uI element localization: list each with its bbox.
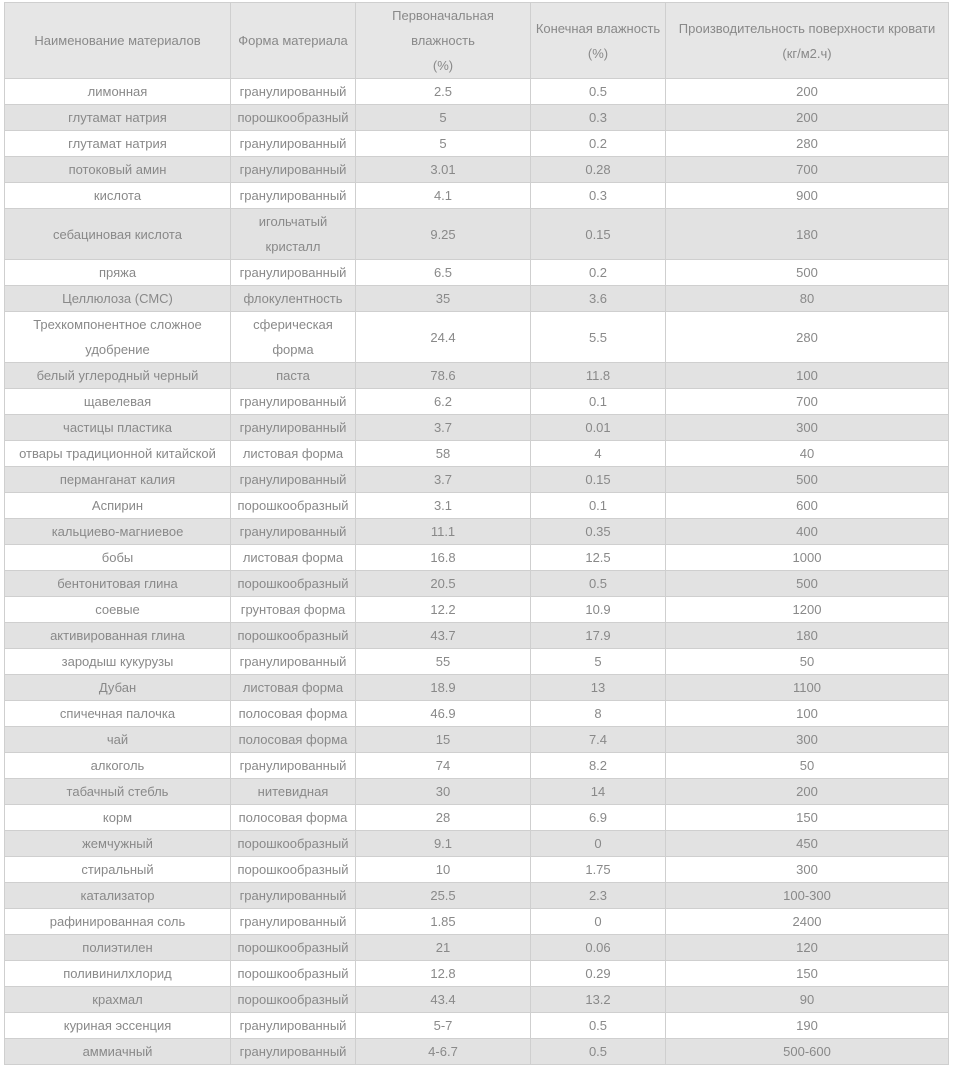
cell-material-form: порошкообразный [231, 831, 356, 857]
cell-initial-moisture: 15 [356, 727, 531, 753]
cell-material-name: поливинилхлорид [5, 961, 231, 987]
cell-material-form: сферическая форма [231, 312, 356, 363]
cell-final-moisture: 4 [531, 441, 666, 467]
header-line: Конечная влажность [535, 20, 661, 36]
cell-material-name: чай [5, 727, 231, 753]
cell-material-name: щавелевая [5, 389, 231, 415]
table-row [5, 727, 949, 753]
cell-initial-moisture: 3.01 [356, 157, 531, 183]
cell-final-moisture: 0.1 [531, 389, 666, 415]
cell-initial-moisture: 46.9 [356, 701, 531, 727]
table-row [5, 105, 949, 131]
table-row [5, 597, 949, 623]
cell-final-moisture: 0.35 [531, 519, 666, 545]
cell-material-form: флокулентность [231, 286, 356, 312]
cell-material-name: активированная глина [5, 623, 231, 649]
cell-initial-moisture: 12.2 [356, 597, 531, 623]
col-header-bed-productivity [666, 3, 949, 79]
cell-final-moisture: 17.9 [531, 623, 666, 649]
table-row [5, 961, 949, 987]
cell-initial-moisture: 5-7 [356, 1013, 531, 1039]
table-row [5, 519, 949, 545]
cell-material-name: кальциево-магниевое [5, 519, 231, 545]
cell-productivity: 1200 [666, 597, 949, 623]
cell-material-name: частицы пластика [5, 415, 231, 441]
cell-initial-moisture: 18.9 [356, 675, 531, 701]
cell-final-moisture: 10.9 [531, 597, 666, 623]
cell-material-form: полосовая форма [231, 727, 356, 753]
cell-initial-moisture: 30 [356, 779, 531, 805]
cell-material-name: корм [5, 805, 231, 831]
cell-material-form: полосовая форма [231, 701, 356, 727]
cell-final-moisture: 0.3 [531, 183, 666, 209]
cell-material-form: гранулированный [231, 519, 356, 545]
cell-material-form: гранулированный [231, 1039, 356, 1065]
cell-final-moisture: 1.75 [531, 857, 666, 883]
cell-productivity: 600 [666, 493, 949, 519]
cell-material-form: порошкообразный [231, 961, 356, 987]
table-row [5, 779, 949, 805]
cell-final-moisture: 5.5 [531, 312, 666, 363]
cell-material-form: гранулированный [231, 389, 356, 415]
cell-productivity: 100-300 [666, 883, 949, 909]
cell-material-name: зародыш кукурузы [5, 649, 231, 675]
cell-final-moisture: 13 [531, 675, 666, 701]
cell-productivity: 500 [666, 467, 949, 493]
cell-material-name: пряжа [5, 260, 231, 286]
cell-material-name: полиэтилен [5, 935, 231, 961]
cell-initial-moisture: 35 [356, 286, 531, 312]
table-row [5, 493, 949, 519]
cell-material-name: Дубан [5, 675, 231, 701]
cell-productivity: 200 [666, 779, 949, 805]
cell-initial-moisture: 5 [356, 131, 531, 157]
cell-final-moisture: 8 [531, 701, 666, 727]
cell-initial-moisture: 21 [356, 935, 531, 961]
cell-material-form: гранулированный [231, 415, 356, 441]
col-header-final-moisture [531, 3, 666, 79]
cell-material-form: порошкообразный [231, 105, 356, 131]
cell-productivity: 100 [666, 363, 949, 389]
cell-material-form: гранулированный [231, 260, 356, 286]
cell-final-moisture: 2.3 [531, 883, 666, 909]
cell-initial-moisture: 6.2 [356, 389, 531, 415]
cell-final-moisture: 0.5 [531, 79, 666, 105]
cell-material-form: порошкообразный [231, 571, 356, 597]
cell-material-form: порошкообразный [231, 623, 356, 649]
col-header-material-name [5, 3, 231, 79]
cell-initial-moisture: 9.1 [356, 831, 531, 857]
cell-material-form: листовая форма [231, 441, 356, 467]
cell-material-name: глутамат натрия [5, 131, 231, 157]
cell-material-name: Трехкомпонентное сложное удобрение [5, 312, 231, 363]
cell-productivity: 400 [666, 519, 949, 545]
cell-final-moisture: 0.3 [531, 105, 666, 131]
table-row [5, 157, 949, 183]
cell-final-moisture: 14 [531, 779, 666, 805]
cell-initial-moisture: 9.25 [356, 209, 531, 260]
cell-material-form: гранулированный [231, 909, 356, 935]
cell-material-form: полосовая форма [231, 805, 356, 831]
cell-initial-moisture: 6.5 [356, 260, 531, 286]
cell-material-form: грунтовая форма [231, 597, 356, 623]
cell-material-form: гранулированный [231, 183, 356, 209]
cell-initial-moisture: 5 [356, 105, 531, 131]
cell-material-name: катализатор [5, 883, 231, 909]
table-row [5, 935, 949, 961]
cell-material-name: жемчужный [5, 831, 231, 857]
cell-initial-moisture: 3.1 [356, 493, 531, 519]
cell-initial-moisture: 24.4 [356, 312, 531, 363]
cell-material-form: гранулированный [231, 467, 356, 493]
cell-material-name: спичечная палочка [5, 701, 231, 727]
cell-final-moisture: 0.5 [531, 571, 666, 597]
header-line: (кг/м2.ч) [782, 45, 832, 61]
cell-material-form: гранулированный [231, 131, 356, 157]
cell-material-form: порошкообразный [231, 935, 356, 961]
cell-material-name: алкоголь [5, 753, 231, 779]
col-header-initial-moisture [356, 3, 531, 79]
cell-final-moisture: 5 [531, 649, 666, 675]
cell-material-name: отвары традиционной китайской [5, 441, 231, 467]
table-row [5, 363, 949, 389]
cell-final-moisture: 0.28 [531, 157, 666, 183]
cell-productivity: 300 [666, 415, 949, 441]
cell-initial-moisture: 12.8 [356, 961, 531, 987]
cell-material-form: гранулированный [231, 649, 356, 675]
cell-productivity: 2400 [666, 909, 949, 935]
header-line: (%) [432, 58, 454, 73]
cell-final-moisture: 8.2 [531, 753, 666, 779]
cell-final-moisture: 7.4 [531, 727, 666, 753]
table-row [5, 571, 949, 597]
table-row [5, 209, 949, 260]
cell-initial-moisture: 28 [356, 805, 531, 831]
cell-final-moisture: 12.5 [531, 545, 666, 571]
table-header [5, 3, 949, 79]
cell-productivity: 280 [666, 312, 949, 363]
cell-productivity: 450 [666, 831, 949, 857]
table-row [5, 623, 949, 649]
cell-material-name: бентонитовая глина [5, 571, 231, 597]
header-line: Производительность поверхности кровати [678, 20, 936, 36]
cell-final-moisture: 0.2 [531, 260, 666, 286]
cell-material-name: аммиачный [5, 1039, 231, 1065]
cell-final-moisture: 0.5 [531, 1039, 666, 1065]
header-line: Форма материала [238, 33, 348, 48]
cell-material-name: крахмал [5, 987, 231, 1013]
header-row [5, 3, 949, 79]
header-line: Наименование материалов [34, 33, 201, 48]
cell-final-moisture: 0.2 [531, 131, 666, 157]
cell-initial-moisture: 4.1 [356, 183, 531, 209]
cell-final-moisture: 3.6 [531, 286, 666, 312]
cell-productivity: 50 [666, 649, 949, 675]
col-header-material-form [231, 3, 356, 79]
cell-material-name: Аспирин [5, 493, 231, 519]
cell-material-name: соевые [5, 597, 231, 623]
cell-productivity: 500-600 [666, 1039, 949, 1065]
cell-final-moisture: 0.15 [531, 209, 666, 260]
cell-productivity: 40 [666, 441, 949, 467]
cell-material-form: гранулированный [231, 883, 356, 909]
table-row [5, 987, 949, 1013]
cell-productivity: 900 [666, 183, 949, 209]
cell-productivity: 500 [666, 571, 949, 597]
cell-productivity: 150 [666, 805, 949, 831]
cell-material-name: Целлюлоза (СМС) [5, 286, 231, 312]
table-row [5, 1039, 949, 1065]
table-row [5, 389, 949, 415]
table-row [5, 649, 949, 675]
cell-final-moisture: 0 [531, 831, 666, 857]
materials-table [4, 2, 949, 1065]
cell-productivity: 90 [666, 987, 949, 1013]
cell-initial-moisture: 25.5 [356, 883, 531, 909]
cell-material-name: табачный стебль [5, 779, 231, 805]
cell-material-form: листовая форма [231, 675, 356, 701]
cell-initial-moisture: 4-6.7 [356, 1039, 531, 1065]
cell-material-name: себациновая кислота [5, 209, 231, 260]
header-line: (%) [587, 45, 609, 61]
cell-initial-moisture: 3.7 [356, 415, 531, 441]
table-row [5, 831, 949, 857]
cell-initial-moisture: 58 [356, 441, 531, 467]
cell-final-moisture: 6.9 [531, 805, 666, 831]
table-row [5, 441, 949, 467]
table-row [5, 753, 949, 779]
cell-material-form: листовая форма [231, 545, 356, 571]
cell-material-form: нитевидная [231, 779, 356, 805]
cell-productivity: 50 [666, 753, 949, 779]
table-row [5, 857, 949, 883]
cell-material-form: паста [231, 363, 356, 389]
cell-material-form: порошкообразный [231, 493, 356, 519]
cell-productivity: 180 [666, 623, 949, 649]
cell-material-form: гранулированный [231, 1013, 356, 1039]
cell-productivity: 700 [666, 389, 949, 415]
cell-initial-moisture: 78.6 [356, 363, 531, 389]
table-row [5, 312, 949, 363]
cell-productivity: 120 [666, 935, 949, 961]
cell-productivity: 1000 [666, 545, 949, 571]
table-row [5, 909, 949, 935]
cell-initial-moisture: 20.5 [356, 571, 531, 597]
cell-final-moisture: 0 [531, 909, 666, 935]
table-body [5, 79, 949, 1065]
cell-material-name: глутамат натрия [5, 105, 231, 131]
cell-material-name: перманганат калия [5, 467, 231, 493]
table-row [5, 545, 949, 571]
cell-final-moisture: 0.15 [531, 467, 666, 493]
table-row [5, 260, 949, 286]
table-row [5, 183, 949, 209]
cell-final-moisture: 0.5 [531, 1013, 666, 1039]
cell-final-moisture: 0.1 [531, 493, 666, 519]
cell-productivity: 300 [666, 857, 949, 883]
cell-productivity: 280 [666, 131, 949, 157]
table-row [5, 467, 949, 493]
cell-productivity: 300 [666, 727, 949, 753]
cell-productivity: 100 [666, 701, 949, 727]
table-row [5, 701, 949, 727]
cell-initial-moisture: 74 [356, 753, 531, 779]
cell-initial-moisture: 43.4 [356, 987, 531, 1013]
cell-material-form: порошкообразный [231, 987, 356, 1013]
cell-material-form: гранулированный [231, 753, 356, 779]
cell-final-moisture: 0.01 [531, 415, 666, 441]
cell-initial-moisture: 2.5 [356, 79, 531, 105]
cell-productivity: 150 [666, 961, 949, 987]
cell-material-name: белый углеродный черный [5, 363, 231, 389]
cell-productivity: 200 [666, 79, 949, 105]
cell-material-form: гранулированный [231, 157, 356, 183]
table-row [5, 415, 949, 441]
cell-initial-moisture: 1.85 [356, 909, 531, 935]
cell-material-form: игольчатый кристалл [231, 209, 356, 260]
cell-productivity: 80 [666, 286, 949, 312]
cell-material-name: кислота [5, 183, 231, 209]
cell-final-moisture: 0.06 [531, 935, 666, 961]
cell-material-name: стиральный [5, 857, 231, 883]
cell-final-moisture: 0.29 [531, 961, 666, 987]
table-row [5, 805, 949, 831]
cell-initial-moisture: 11.1 [356, 519, 531, 545]
cell-initial-moisture: 55 [356, 649, 531, 675]
table-row [5, 286, 949, 312]
table-row [5, 883, 949, 909]
cell-material-name: рафинированная соль [5, 909, 231, 935]
cell-material-form: порошкообразный [231, 857, 356, 883]
cell-final-moisture: 11.8 [531, 363, 666, 389]
cell-material-name: куриная эссенция [5, 1013, 231, 1039]
cell-material-name: лимонная [5, 79, 231, 105]
cell-productivity: 500 [666, 260, 949, 286]
header-line: Первоначальная влажность [392, 8, 494, 48]
cell-material-name: потоковый амин [5, 157, 231, 183]
cell-productivity: 180 [666, 209, 949, 260]
cell-productivity: 700 [666, 157, 949, 183]
cell-initial-moisture: 3.7 [356, 467, 531, 493]
cell-initial-moisture: 10 [356, 857, 531, 883]
cell-final-moisture: 13.2 [531, 987, 666, 1013]
cell-material-form: гранулированный [231, 79, 356, 105]
cell-initial-moisture: 16.8 [356, 545, 531, 571]
table-row [5, 131, 949, 157]
cell-productivity: 190 [666, 1013, 949, 1039]
cell-productivity: 1100 [666, 675, 949, 701]
table-row [5, 675, 949, 701]
table-row [5, 79, 949, 105]
cell-productivity: 200 [666, 105, 949, 131]
cell-initial-moisture: 43.7 [356, 623, 531, 649]
cell-material-name: бобы [5, 545, 231, 571]
table-row [5, 1013, 949, 1039]
